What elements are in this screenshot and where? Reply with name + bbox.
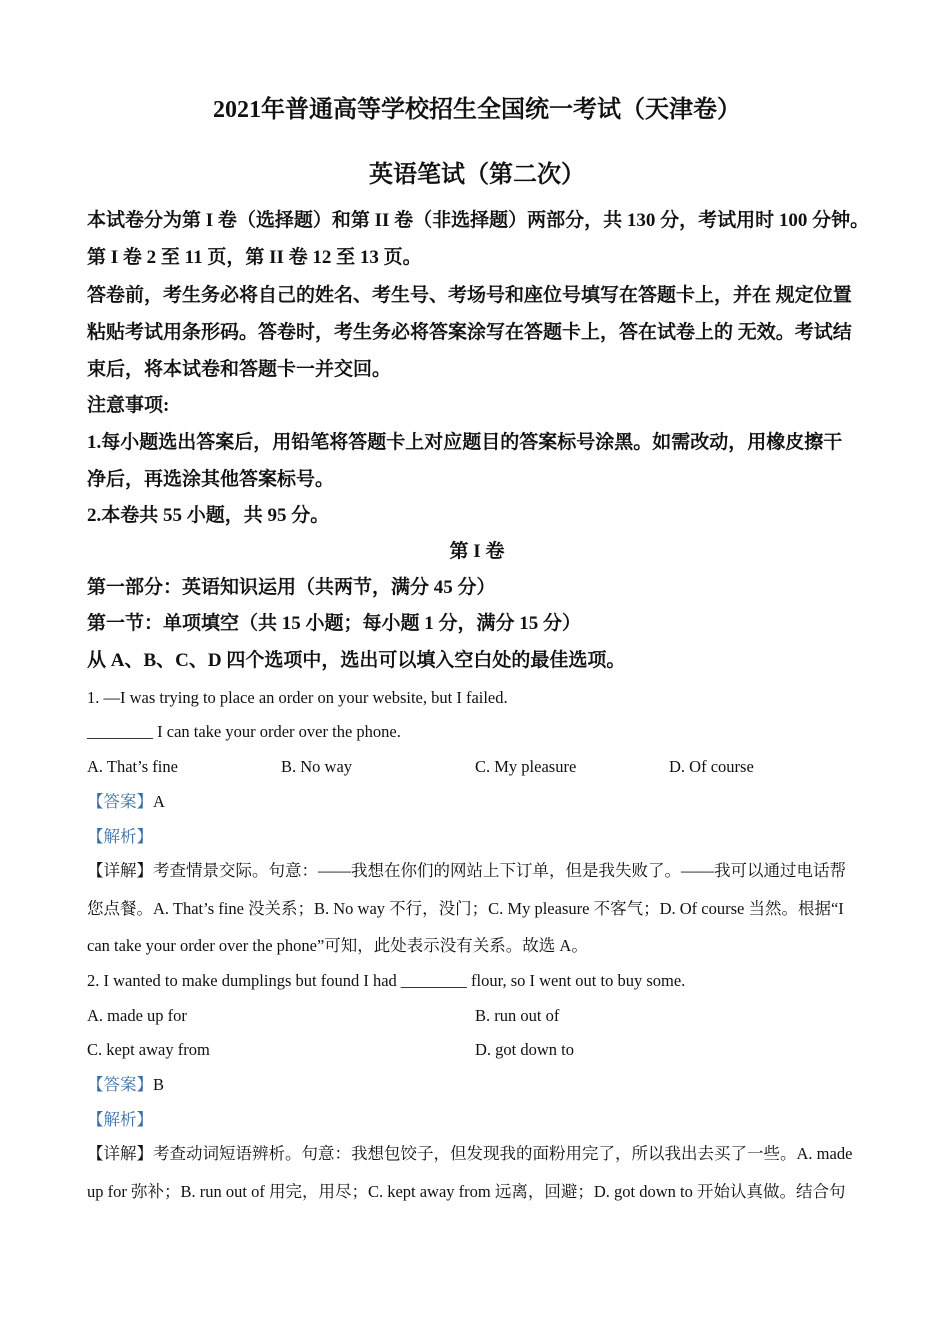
question-1-line-1: 1. —I was trying to place an order on your website, but I failed. (87, 688, 508, 707)
question-2-detail-line-2: up for 弥补；B. run out of 用完，用尽；C. kept away from 远离，回避；D. got down to 开始认真做。结合句 (87, 1182, 846, 1201)
subpart-heading: 第一节：单项填空（共 15 小题；每小题 1 分，满分 15 分） (87, 613, 582, 634)
page-subtitle: 英语笔试（第二次） (369, 162, 585, 188)
notes-item-1-line-1: 1.每小题选出答案后，用铅笔将答题卡上对应题目的答案标号涂黑。如需改动，用橡皮擦干 (87, 432, 843, 453)
question-1-detail-line-1 (87, 859, 846, 883)
intro-line-3: 答卷前，考生务必将自己的姓名、考生号、考场号和座位号填写在答题卡上，并在 规定位置 (87, 285, 852, 306)
question-1-line-2: ________ I can take your order over the phone. (87, 722, 401, 741)
intro-line-2: 第 I 卷 2 至 11 页，第 II 卷 12 至 13 页。 (87, 247, 422, 268)
question-1-answer (87, 790, 165, 814)
notes-item-2: 2.本卷共 55 小题，共 95 分。 (87, 505, 330, 526)
volume-heading: 第 I 卷 (449, 541, 505, 562)
question-2-detail-line-1 (87, 1142, 852, 1166)
question-1-option-c: C. My pleasure (475, 757, 577, 776)
intro-line-4: 粘贴考试用条形码。答卷时，考生务必将答案涂写在答题卡上，答在试卷上的 无效。考试结 (87, 322, 852, 343)
part-heading: 第一部分：英语知识运用（共两节，满分 45 分） (87, 577, 496, 598)
page-title: 2021年普通高等学校招生全国统一考试（天津卷） (213, 97, 741, 123)
answer-label: 【答案】 (87, 1075, 153, 1094)
answer-label: 【答案】 (87, 792, 153, 811)
analysis-label: 【解析】 (87, 827, 153, 846)
question-2-analysis (87, 1108, 153, 1132)
question-2-option-b: B. run out of (475, 1006, 560, 1025)
intro-line-5: 束后，将本试卷和答题卡一并交回。 (87, 359, 392, 380)
question-1-option-a: A. That’s fine (87, 757, 178, 776)
question-2-option-a: A. made up for (87, 1006, 187, 1025)
question-2-option-c: C. kept away from (87, 1040, 210, 1059)
instruction-text: 从 A、B、C、D 四个选项中，选出可以填入空白处的最佳选项。 (87, 650, 626, 671)
notes-item-1-line-2: 净后，再选涂其他答案标号。 (87, 469, 335, 490)
notes-heading: 注意事项: (87, 395, 170, 416)
answer-value: A (153, 792, 165, 811)
question-1-detail-line-2: 您点餐。A. That’s fine 没关系；B. No way 不行，没门；C. My pleasure 不客气；D. Of course 当然。根据“I (87, 899, 844, 918)
detail-label: 【详解】 (87, 861, 153, 880)
detail-label: 【详解】 (87, 1144, 153, 1163)
detail-text: 考查动词短语辨析。句意：我想包饺子，但发现我的面粉用完了，所以我出去买了一些。A. made (153, 1144, 853, 1163)
question-2-line-1: 2. I wanted to make dumplings but found I had ________ flour, so I went out to buy some. (87, 971, 686, 990)
question-2-option-d: D. got down to (475, 1040, 574, 1059)
question-1-analysis (87, 825, 153, 849)
question-1-option-b: B. No way (281, 757, 353, 776)
answer-value: B (153, 1075, 165, 1094)
analysis-label: 【解析】 (87, 1110, 153, 1129)
question-1-detail-line-3: can take your order over the phone”可知，此处表示没有关系。故选 A。 (87, 936, 588, 955)
question-2-answer (87, 1073, 164, 1097)
detail-text: 考查情景交际。句意：——我想在你们的网站上下订单，但是我失败了。——我可以通过电话帮 (153, 861, 846, 880)
question-1-option-d: D. Of course (669, 757, 754, 776)
intro-line-1: 本试卷分为第 I 卷（选择题）和第 II 卷（非选择题）两部分，共 130 分，考试用时 100 分钟。 (87, 210, 870, 231)
